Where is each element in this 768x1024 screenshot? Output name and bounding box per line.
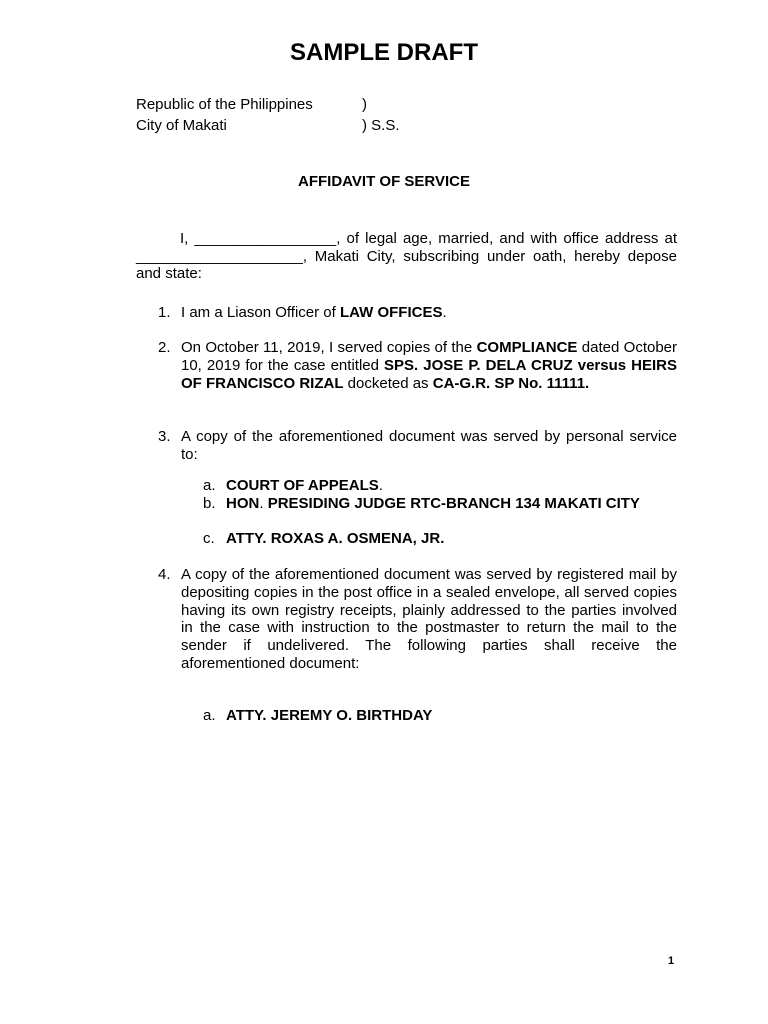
list-item-4 (158, 566, 677, 673)
sub-item-4a (203, 707, 677, 725)
item-number: 3. (158, 428, 171, 445)
item-number: 2. (158, 339, 171, 356)
page-number: 1 (668, 955, 675, 967)
case-number: CA-G.R. SP No. 11111. (432, 374, 590, 392)
list-item-1 (158, 304, 677, 322)
sub-item-letter: b. (203, 495, 216, 512)
recipient-name: ATTY. ROXAS A. OSMENA, JR. (226, 530, 445, 547)
item-text-end: . (442, 304, 447, 321)
sub-item-punct: . (378, 477, 383, 494)
item-number: 1. (158, 304, 171, 321)
sub-item-punct: . (259, 495, 268, 512)
affidavit-heading: AFFIDAVIT OF SERVICE (298, 173, 470, 190)
item-text: dated October 10, 2019 for the case entitled (181, 339, 678, 374)
list-item-2 (158, 339, 678, 392)
recipient-name: PRESIDING JUDGE RTC-BRANCH 134 MAKATI CITY (267, 495, 640, 512)
venue-bracket: ) (362, 96, 367, 113)
recipient-name: HON (226, 495, 260, 512)
intro-paragraph: I, _________________, of legal age, married, and with office address at ____________________, Makati City, subscribing under oath, hereby depose and state: (136, 230, 677, 283)
item-number: 4. (158, 566, 171, 583)
venue-country: Republic of the Philippines (136, 96, 313, 113)
item-text: On October 11, 2019, I served copies of the (181, 339, 477, 356)
case-title: SPS. JOSE P. DELA CRUZ versus HEIRS OF FRANCISCO RIZAL (181, 356, 678, 392)
recipient-name: COURT OF APPEALS (226, 477, 379, 494)
venue-line-1 (136, 95, 367, 115)
sub-item-3b (203, 495, 677, 513)
venue-ss: ) S.S. (362, 117, 400, 134)
venue-line-2 (136, 116, 400, 136)
item-text: I am a Liason Officer of (181, 304, 340, 321)
list-item-3 (158, 428, 677, 464)
law-offices-name: LAW OFFICES (339, 304, 443, 321)
recipient-name: ATTY. JEREMY O. BIRTHDAY (226, 707, 433, 724)
item-text: A copy of the aforementioned document was served by personal service to: (181, 428, 677, 463)
sub-item-letter: a. (203, 707, 216, 724)
document-title: SAMPLE DRAFT (290, 39, 478, 66)
sub-item-letter: a. (203, 477, 216, 494)
document-type: COMPLIANCE (476, 339, 578, 356)
item-text: A copy of the aforementioned document was served by registered mail by depositing copies in the post office in a sealed envelope, all served copies having its own registry receipts, plainly addressed to the parties involved in the case with instruction to the postmaster to return the mail to the sender if undelivered. The following parties shall receive the aforementioned document: (181, 566, 677, 672)
venue-city: City of Makati (136, 117, 227, 134)
sub-item-3a (203, 477, 677, 495)
sub-item-3c (203, 530, 677, 548)
item-text: docketed as (343, 374, 433, 392)
sub-item-letter: c. (203, 530, 215, 547)
